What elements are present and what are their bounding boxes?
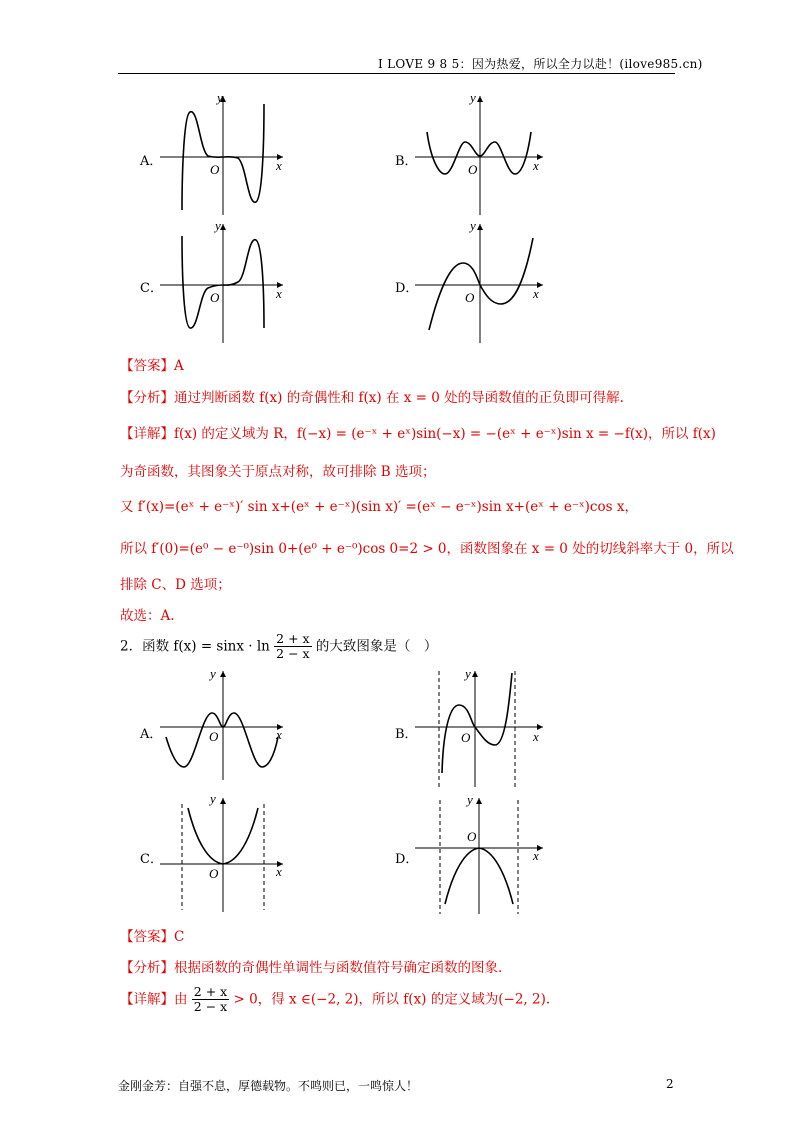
- origin-label: O: [209, 729, 219, 744]
- curve: [427, 132, 531, 174]
- q2-detail-prefix: 【详解】由: [120, 991, 188, 1008]
- q1-answer: 【答案】A: [120, 358, 184, 374]
- q2-stem-fraction: [274, 632, 311, 662]
- q2-detail-suffix: > 0，得 x ∈(−2, 2)，所以 f(x) 的定义域为(−2, 2).: [233, 991, 551, 1008]
- q2-stem-prefix: 2．函数 f(x) = sinx · ln: [120, 638, 270, 655]
- origin-label: O: [467, 829, 477, 844]
- curve: [429, 238, 533, 330]
- q1-graph-d[interactable]: [415, 218, 550, 343]
- q2-answer: 【答案】C: [120, 929, 185, 945]
- q2-option-a-label[interactable]: A．: [140, 727, 163, 742]
- q1-detail-5: 排除 C、D 选项；: [120, 577, 231, 593]
- origin-label: O: [209, 866, 219, 881]
- q2-option-b-label[interactable]: B．: [395, 727, 418, 742]
- origin-label: O: [468, 162, 478, 177]
- x-label: x: [276, 864, 282, 879]
- y-label: y: [470, 218, 476, 233]
- q2-option-c-label[interactable]: C．: [140, 852, 163, 867]
- page-number: 2: [666, 1077, 674, 1091]
- origin-label: O: [461, 730, 471, 745]
- q1-detail-1: 【详解】f(x) 的定义域为 R，f(−x) = (e⁻ˣ + eˣ)sin(−x) = −(eˣ + e⁻ˣ)sin x = −f(x)，所以 f(x): [120, 426, 716, 442]
- x-label: x: [276, 286, 282, 301]
- q1-option-d-label[interactable]: D．: [395, 281, 419, 296]
- y-label: y: [465, 666, 471, 681]
- fraction-numerator: 2 + x: [193, 984, 228, 999]
- q2-detail: [120, 985, 550, 1015]
- x-label: x: [276, 727, 282, 742]
- footer-motto: 金刚金芳：自强不息，厚德载物。不鸣则已，一鸣惊人！: [118, 1079, 419, 1093]
- fraction-numerator: 2 + x: [276, 631, 310, 646]
- curve: [442, 673, 512, 773]
- q2-stem-suffix: 的大致图象是（ ）: [315, 638, 438, 655]
- fraction-denominator: 2 − x: [276, 646, 310, 662]
- page-header: I LOVE 9 8 5：因为热爱，所以全力以赴！(ilove985.cn): [378, 57, 703, 71]
- x-label: x: [276, 158, 282, 173]
- origin-label: O: [210, 290, 220, 305]
- y-label: y: [467, 792, 473, 807]
- origin-label: O: [210, 162, 220, 177]
- x-label: x: [533, 848, 539, 863]
- q2-graph-b[interactable]: [415, 665, 550, 790]
- q1-detail-2: 为奇函数，其图象关于原点对称，故可排除 B 选项；: [120, 464, 436, 480]
- q2-graph-c[interactable]: [160, 792, 290, 912]
- q2-analysis: 【分析】根据函数的奇偶性单调性与函数值符号确定函数的图象.: [120, 960, 503, 976]
- y-label: y: [210, 666, 216, 681]
- q1-option-b-label[interactable]: B．: [395, 154, 418, 169]
- y-label: y: [217, 90, 223, 105]
- q1-graph-b[interactable]: [415, 90, 550, 215]
- q2-detail-fraction: [192, 985, 229, 1015]
- q1-analysis: 【分析】通过判断函数 f(x) 的奇偶性和 f(x) 在 x = 0 处的导函数值的正负即可得解.: [120, 390, 624, 406]
- y-label: y: [470, 90, 476, 105]
- q2-option-d-label[interactable]: D．: [395, 852, 419, 867]
- x-label: x: [533, 158, 539, 173]
- q1-graph-a[interactable]: [160, 90, 290, 215]
- q1-graph-c[interactable]: [160, 218, 290, 343]
- q1-option-a-label[interactable]: A．: [140, 154, 163, 169]
- q1-conclusion: 故选：A.: [120, 608, 175, 624]
- q2-stem: [120, 632, 437, 662]
- fraction-denominator: 2 − x: [193, 999, 228, 1015]
- y-label: y: [210, 792, 216, 806]
- header-rule: [118, 73, 675, 74]
- q2-graph-d[interactable]: [415, 792, 550, 917]
- origin-label: O: [465, 290, 475, 305]
- curve: [166, 713, 278, 767]
- y-label: y: [215, 218, 221, 233]
- x-label: x: [533, 286, 539, 301]
- q1-detail-3: 又 f′(x)=(eˣ + e⁻ˣ)′ sin x+(eˣ + e⁻ˣ)(sin x)′ =(eˣ − e⁻ˣ)sin x+(eˣ + e⁻ˣ)cos x，: [120, 499, 638, 515]
- q2-graph-a[interactable]: [160, 665, 290, 780]
- x-label: x: [533, 729, 539, 744]
- q1-option-c-label[interactable]: C．: [140, 281, 163, 296]
- q1-detail-4: 所以 f′(0)=(e⁰ − e⁻⁰)sin 0+(e⁰ + e⁻⁰)cos 0=2 > 0，函数图象在 x = 0 处的切线斜率大于 0，所以: [120, 541, 734, 557]
